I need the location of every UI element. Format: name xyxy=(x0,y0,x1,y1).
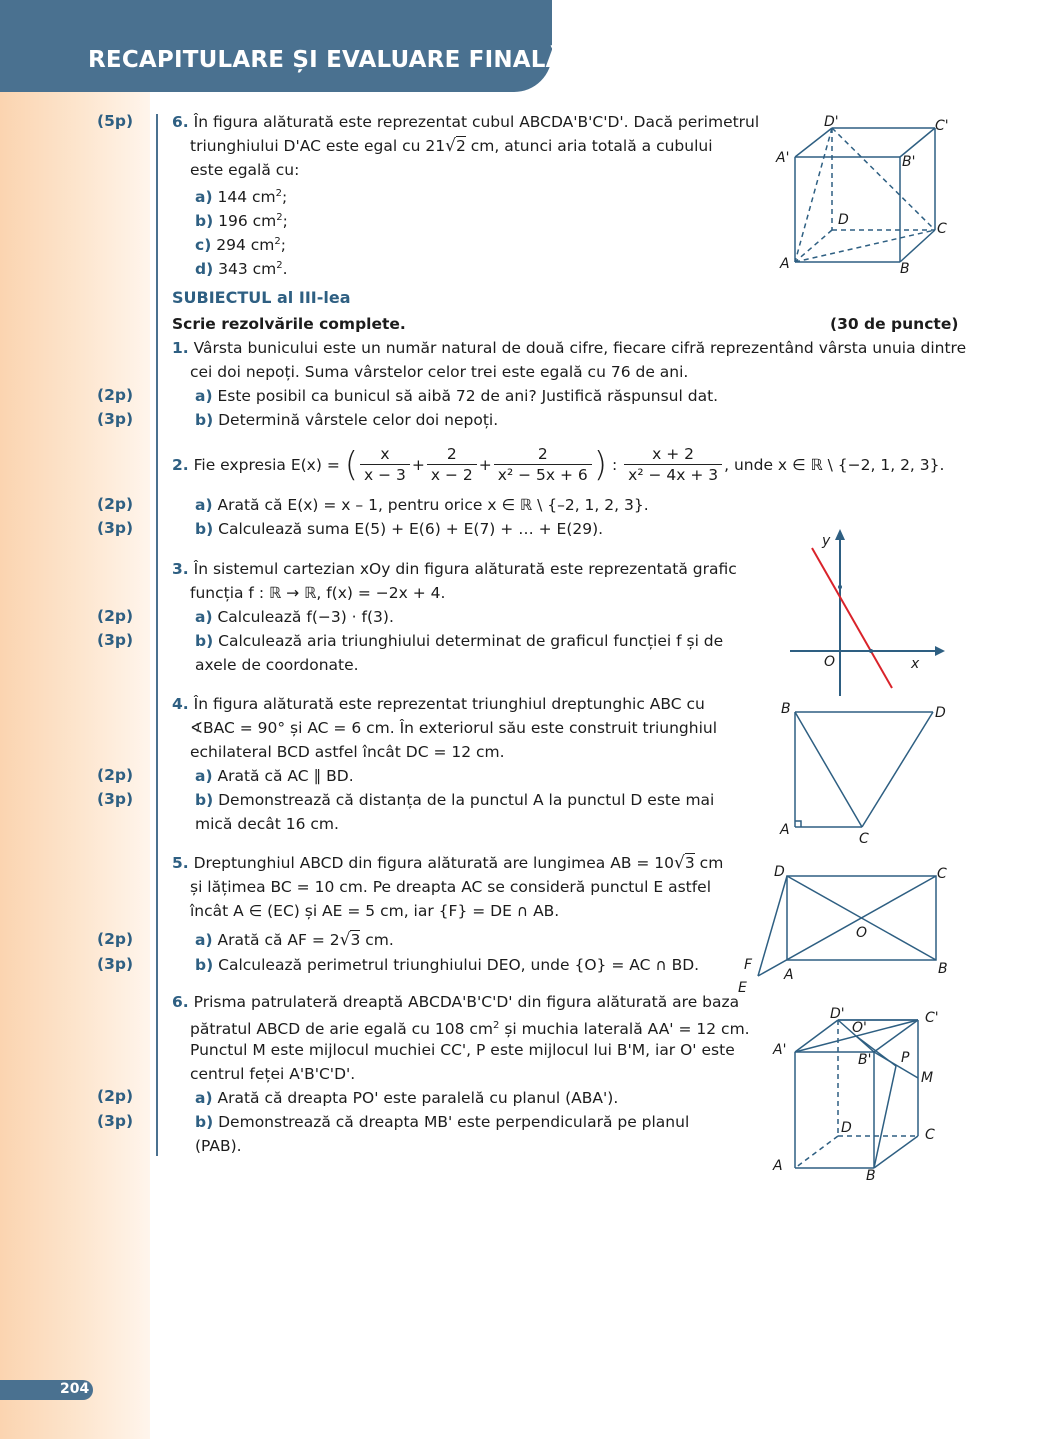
s1-b: b) Determină vârstele celor doi nepoți. xyxy=(195,411,499,429)
q6prev-option-c: c) 294 $cm^2$; xyxy=(195,236,286,255)
s2-frac4: $\frac{x + 2}{\text{x² − 4x + 3}}$ xyxy=(624,444,722,485)
s3-line1: 3. În sistemul cartezian xOy din figura alăturată este reprezentată grafic xyxy=(172,560,737,578)
line-ed xyxy=(758,876,787,976)
cube-edge xyxy=(900,230,935,262)
tri-label: C xyxy=(859,831,869,847)
points-s2a: (2p) xyxy=(97,495,134,513)
prism-label: D xyxy=(841,1120,852,1136)
s4-line2: ∢BAC = 90° și AC = 6 cm. În exteriorul său este construit triunghiul xyxy=(190,719,718,737)
s2-expression: 2. Fie expresia E(x) = ( $\frac{x}{x - 3}$ + $\frac{2}{x - 2}$ + $\frac{2}{\text{x² − 5x + 6}}$ ) : $\frac{x + 2}{\text{x² − 4x + 3}}$ , unde x ∈ ℝ \ {−2, 1, 2, 3}. xyxy=(172,444,945,485)
prism-label: B xyxy=(866,1168,876,1184)
prism-hidden-edge xyxy=(795,1136,838,1168)
tri-label: B xyxy=(781,701,791,717)
s2-a: a) Arată că E(x) = x – 1, pentru orice x ∈ ℝ \ {–2, 1, 2, 3}. xyxy=(195,496,649,514)
s4-line1: 4. În figura alăturată este reprezentat triunghiul dreptunghic ABC cu xyxy=(172,695,705,713)
cube-label: B xyxy=(900,261,910,277)
prism-label: A' xyxy=(773,1042,787,1058)
prism-label: D' xyxy=(830,1006,845,1022)
prism-label: B' xyxy=(858,1052,872,1068)
section-instruction: Scrie rezolvările complete. xyxy=(172,315,406,333)
triangle-figure xyxy=(795,712,933,827)
s3-b-cont: axele de coordonate. xyxy=(195,656,359,674)
x-axis-arrow xyxy=(935,646,945,656)
s4-b: b) Demonstrează că distanța de la punctul A la punctul D este mai xyxy=(195,791,715,809)
graph-label-origin: O xyxy=(824,654,836,670)
rect-label: E xyxy=(738,980,747,996)
s3-a: a) Calculează f(−3) · f(3). xyxy=(195,608,394,626)
triangle-side-ac xyxy=(795,230,935,262)
segment-bp xyxy=(874,1066,896,1168)
prism-label: P xyxy=(901,1050,910,1066)
q6prev-option-d: d) 343 $cm^2$. xyxy=(195,260,288,279)
rectangle-figure xyxy=(758,876,936,976)
prism-label: C xyxy=(925,1127,935,1143)
s5-line3: încât A ∈ (EC) și AE = 5 cm, iar {F} = DE ∩ AB. xyxy=(190,902,560,920)
segment-bm xyxy=(874,1052,918,1078)
points-s3b: (3p) xyxy=(97,631,134,649)
tri-label: A xyxy=(780,822,790,838)
s2-b: b) Calculează suma E(5) + E(6) + E(7) + … + E(29). xyxy=(195,520,604,538)
points-s3a: (2p) xyxy=(97,607,134,625)
s3-b: b) Calculează aria triunghiului determinat de graficul funcției f și de xyxy=(195,632,724,650)
line-ec xyxy=(758,876,936,976)
y-intercept-point xyxy=(838,585,842,589)
s5-b: b) Calculează perimetrul triunghiului DEO, unde {O} = AC ∩ BD. xyxy=(195,956,700,974)
s4-line3: echilateral BCD astfel încât DC = 12 cm. xyxy=(190,743,505,761)
cube-label: D xyxy=(838,212,849,228)
s2-frac2: $\frac{2}{x - 2}$ xyxy=(427,444,477,485)
points-s6b: (3p) xyxy=(97,1112,134,1130)
s6-line2: pătratul ABCD de arie egală cu 108 $cm^2$ și muchia laterală AA' = 12 cm. xyxy=(190,1020,750,1039)
q6prev-option-b: b) 196 $cm^2$; xyxy=(195,212,288,231)
s1-a: a) Este posibil ca bunicul să aibă 72 de ani? Justifică răspunsul dat. xyxy=(195,387,719,405)
s2-frac1: $\frac{x}{x - 3}$ xyxy=(360,444,410,485)
s6-a: a) Arată că dreapta PO' este paralelă cu planul (ABA'). xyxy=(195,1089,619,1107)
segment-dc xyxy=(862,712,933,827)
prism-edge xyxy=(795,1020,838,1052)
cube-figure xyxy=(795,128,935,262)
x-intercept-point xyxy=(869,649,873,653)
points-s2b: (3p) xyxy=(97,519,134,537)
points-s1a: (2p) xyxy=(97,386,134,404)
cube-label: B' xyxy=(902,154,916,170)
s5-line2: și lățimea BC = 10 cm. Pe dreapta AC se consideră punctul E astfel xyxy=(190,878,712,896)
points-s5b: (3p) xyxy=(97,955,134,973)
s4-b-cont: mică decât 16 cm. xyxy=(195,815,339,833)
prism-label: M xyxy=(921,1070,934,1086)
points-s4b: (3p) xyxy=(97,790,134,808)
section-total-points: (30 de puncte) xyxy=(830,315,959,333)
rect-label: D xyxy=(774,864,785,880)
s4-a: a) Arată că AC ∥ BD. xyxy=(195,767,354,785)
cube-label: C xyxy=(937,221,947,237)
y-axis-arrow xyxy=(835,529,845,540)
s1-line1: 1. Vârsta bunicului este un număr natural de două cifre, fiecare cifră reprezentând vârsta unuia dintre xyxy=(172,339,967,357)
graph-label-x: x xyxy=(911,656,920,672)
points-s1b: (3p) xyxy=(97,410,134,428)
s5-a: a) Arată că AF = 2√3 cm. xyxy=(195,930,394,950)
rect-label: A xyxy=(784,967,794,983)
points-s4a: (2p) xyxy=(97,766,134,784)
prism-label: A xyxy=(773,1158,783,1174)
section-title: SUBIECTUL al III-lea xyxy=(172,288,351,307)
triangle-side-da xyxy=(795,128,832,262)
s3-line2: funcția f : ℝ → ℝ, f(x) = −2x + 4. xyxy=(190,584,446,602)
tri-label: D xyxy=(935,705,946,721)
rect-label: C xyxy=(937,866,947,882)
segment-bc xyxy=(795,712,862,827)
s6-line3: Punctul M este mijlocul muchiei CC', P este mijlocul lui B'M, iar O' este xyxy=(190,1041,735,1059)
s6-b: b) Demonstrează că dreapta MB' este perpendiculară pe planul xyxy=(195,1113,690,1131)
cube-label: A' xyxy=(776,150,790,166)
cube-label: D' xyxy=(824,114,839,130)
points-q6prev: (5p) xyxy=(97,112,134,130)
chapter-title: RECAPITULARE ȘI EVALUARE FINALĂ xyxy=(88,47,564,73)
q6prev-line1: 6. În figura alăturată este reprezentat cubul ABCDA'B'C'D'. Dacă perimetrul xyxy=(172,113,760,131)
rect-label: B xyxy=(938,961,948,977)
s5-line1: 5. Dreptunghiul ABCD din figura alăturată are lungimea AB = 10√3 cm xyxy=(172,853,724,873)
cube-label: C' xyxy=(935,118,949,134)
s6-b-cont: (PAB). xyxy=(195,1137,242,1155)
graph-label-y: y xyxy=(822,533,831,549)
q6prev-option-a: a) 144 $cm^2$; xyxy=(195,188,288,207)
s2-frac3: $\frac{2}{\text{x² − 5x + 6}}$ xyxy=(494,444,592,485)
graph-figure xyxy=(790,529,945,696)
points-s6a: (2p) xyxy=(97,1087,134,1105)
prism-edge xyxy=(874,1020,918,1052)
cube-edge xyxy=(795,128,832,157)
right-angle-mark xyxy=(795,821,801,827)
s1-line2: cei doi nepoți. Suma vârstelor celor trei este egală cu 76 de ani. xyxy=(190,363,689,381)
cube-label: A xyxy=(780,256,790,272)
page-number: 204 xyxy=(60,1381,90,1397)
prism-figure xyxy=(795,1020,918,1168)
s6-line1: 6. Prisma patrulateră dreaptă ABCDA'B'C'D' din figura alăturată are baza xyxy=(172,993,740,1011)
prism-label: O' xyxy=(852,1020,867,1036)
q6prev-line3: este egală cu: xyxy=(190,161,300,179)
points-s5a: (2p) xyxy=(97,930,134,948)
s6-line4: centrul feței A'B'C'D'. xyxy=(190,1065,356,1083)
q6prev-line2: triunghiului D'AC este egal cu 21√2 cm, atunci aria totală a cubului xyxy=(190,136,713,156)
rect-label: O xyxy=(856,925,868,941)
cube-edge xyxy=(900,128,935,157)
rect-label: F xyxy=(744,957,753,973)
prism-label: C' xyxy=(925,1010,939,1026)
